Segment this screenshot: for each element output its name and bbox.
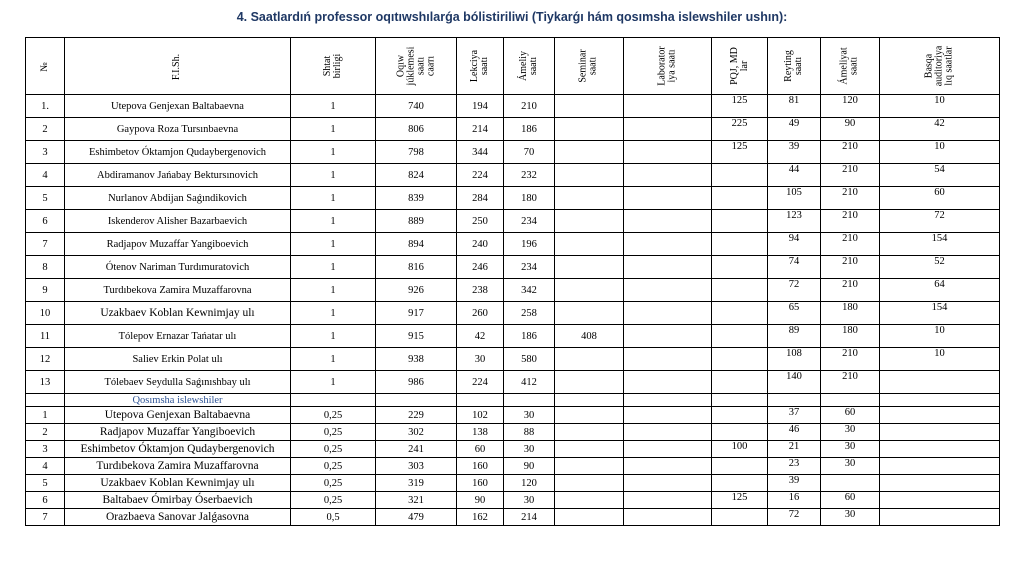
cell-ameliyat: 60 [821, 407, 880, 424]
cell-seminar [555, 348, 624, 371]
cell-reyting: 140 [768, 371, 821, 394]
table-row [26, 210, 1000, 233]
cell-lekciya: 162 [457, 509, 504, 526]
cell-basqa [880, 371, 1000, 394]
table-row [26, 279, 1000, 302]
cell-name: Abdiramanov Jańabay Bektursınovich [65, 164, 291, 187]
cell-name: Turdıbekova Zamira Muzaffarovna [65, 458, 291, 475]
cell-reyting: 123 [768, 210, 821, 233]
cell-ameliyat: 210 [821, 256, 880, 279]
table-row [26, 424, 1000, 441]
cell-name: Radjapov Muzaffar Yangiboevich [65, 233, 291, 256]
header-reyting: Reyting saatı [768, 38, 821, 95]
header-fish: F.I.Sh. [65, 38, 291, 95]
empty-cell [555, 394, 624, 407]
cell-ameliy: 342 [504, 279, 555, 302]
cell-reyting: 37 [768, 407, 821, 424]
table-row [26, 187, 1000, 210]
cell-lekciya: 138 [457, 424, 504, 441]
header-ameliy: Ámeliy saatı [504, 38, 555, 95]
cell-number: 4 [26, 458, 65, 475]
cell-name: Eshimbetov Óktamjon Qudaybergenovich [65, 441, 291, 458]
cell-ameliyat: 210 [821, 210, 880, 233]
cell-ameliyat: 210 [821, 348, 880, 371]
cell-oquw: 824 [376, 164, 457, 187]
cell-seminar [555, 371, 624, 394]
cell-number: 6 [26, 492, 65, 509]
cell-reyting: 89 [768, 325, 821, 348]
cell-lekciya: 224 [457, 164, 504, 187]
cell-seminar [555, 424, 624, 441]
empty-cell [291, 394, 376, 407]
cell-number: 2 [26, 118, 65, 141]
cell-ameliy: 70 [504, 141, 555, 164]
table-row [26, 407, 1000, 424]
cell-reyting: 39 [768, 475, 821, 492]
cell-pqj [712, 458, 768, 475]
cell-oquw: 229 [376, 407, 457, 424]
cell-shtat: 1 [291, 348, 376, 371]
cell-laboratoriya [624, 325, 712, 348]
table-row [26, 492, 1000, 509]
cell-lekciya: 60 [457, 441, 504, 458]
cell-basqa: 72 [880, 210, 1000, 233]
cell-seminar [555, 164, 624, 187]
table-row [26, 302, 1000, 325]
table-row [26, 164, 1000, 187]
cell-seminar [555, 492, 624, 509]
header-oquw: Oqıw júklemesi saatı саатı [376, 38, 457, 95]
cell-number: 7 [26, 509, 65, 526]
cell-seminar [555, 210, 624, 233]
cell-lekciya: 160 [457, 458, 504, 475]
cell-lekciya: 194 [457, 95, 504, 118]
cell-laboratoriya [624, 164, 712, 187]
cell-shtat: 1 [291, 95, 376, 118]
cell-laboratoriya [624, 424, 712, 441]
cell-shtat: 1 [291, 164, 376, 187]
cell-pqj [712, 509, 768, 526]
table-row [26, 509, 1000, 526]
hours-distribution-table [25, 37, 1000, 526]
cell-shtat: 0,25 [291, 441, 376, 458]
cell-ameliy: 186 [504, 325, 555, 348]
cell-name: Utepova Genjexan Baltabaevna [65, 95, 291, 118]
cell-ameliy: 120 [504, 475, 555, 492]
cell-seminar [555, 302, 624, 325]
header-ameliyat: Ámeliyat saatı [821, 38, 880, 95]
cell-laboratoriya [624, 187, 712, 210]
cell-pqj [712, 187, 768, 210]
cell-basqa [880, 458, 1000, 475]
cell-oquw: 319 [376, 475, 457, 492]
cell-pqj: 125 [712, 492, 768, 509]
cell-shtat: 1 [291, 233, 376, 256]
cell-reyting: 49 [768, 118, 821, 141]
cell-name: Uzakbaev Koblan Kewnimjay ulı [65, 302, 291, 325]
cell-reyting: 94 [768, 233, 821, 256]
cell-lekciya: 344 [457, 141, 504, 164]
cell-seminar [555, 441, 624, 458]
header-laboratoriya: Laborator iya saatı [624, 38, 712, 95]
cell-shtat: 1 [291, 371, 376, 394]
cell-ameliy: 30 [504, 492, 555, 509]
cell-name: Tólepov Ernazar Tańatar ulı [65, 325, 291, 348]
table-row [26, 441, 1000, 458]
cell-shtat: 1 [291, 325, 376, 348]
cell-oquw: 915 [376, 325, 457, 348]
cell-name: Saliev Erkin Polat ulı [65, 348, 291, 371]
cell-ameliy: 30 [504, 407, 555, 424]
cell-number: 12 [26, 348, 65, 371]
empty-cell [624, 394, 712, 407]
cell-basqa: 10 [880, 348, 1000, 371]
cell-number: 1 [26, 407, 65, 424]
cell-number: 9 [26, 279, 65, 302]
cell-reyting: 65 [768, 302, 821, 325]
cell-basqa: 60 [880, 187, 1000, 210]
table-row [26, 118, 1000, 141]
cell-lekciya: 284 [457, 187, 504, 210]
cell-basqa [880, 475, 1000, 492]
table-row [26, 475, 1000, 492]
cell-ameliyat: 210 [821, 279, 880, 302]
cell-pqj [712, 279, 768, 302]
cell-lekciya: 160 [457, 475, 504, 492]
cell-reyting: 105 [768, 187, 821, 210]
header-shtat: Shtat birligi [291, 38, 376, 95]
header-number: № [26, 38, 65, 95]
cell-ameliyat: 90 [821, 118, 880, 141]
cell-shtat: 1 [291, 302, 376, 325]
empty-cell [880, 394, 1000, 407]
cell-reyting: 21 [768, 441, 821, 458]
cell-reyting: 39 [768, 141, 821, 164]
cell-basqa [880, 424, 1000, 441]
cell-lekciya: 90 [457, 492, 504, 509]
cell-lekciya: 238 [457, 279, 504, 302]
cell-number: 3 [26, 141, 65, 164]
cell-pqj [712, 256, 768, 279]
cell-reyting: 72 [768, 509, 821, 526]
cell-shtat: 1 [291, 118, 376, 141]
cell-laboratoriya [624, 492, 712, 509]
cell-laboratoriya [624, 371, 712, 394]
cell-ameliyat: 180 [821, 302, 880, 325]
cell-oquw: 894 [376, 233, 457, 256]
cell-reyting: 44 [768, 164, 821, 187]
cell-shtat: 0,5 [291, 509, 376, 526]
cell-name: Eshimbetov Óktamjon Qudaybergenovich [65, 141, 291, 164]
cell-pqj [712, 302, 768, 325]
cell-reyting: 16 [768, 492, 821, 509]
cell-oquw: 302 [376, 424, 457, 441]
cell-name: Turdıbekova Zamira Muzaffarovna [65, 279, 291, 302]
cell-seminar: 408 [555, 325, 624, 348]
table-row [26, 95, 1000, 118]
cell-ameliyat: 30 [821, 458, 880, 475]
cell-pqj [712, 424, 768, 441]
cell-name: Iskenderov Alisher Bazarbaevich [65, 210, 291, 233]
table-row [26, 458, 1000, 475]
cell-laboratoriya [624, 348, 712, 371]
cell-pqj [712, 371, 768, 394]
cell-seminar [555, 407, 624, 424]
empty-cell [821, 394, 880, 407]
cell-ameliy: 234 [504, 210, 555, 233]
cell-laboratoriya [624, 141, 712, 164]
cell-ameliy: 30 [504, 441, 555, 458]
cell-pqj [712, 164, 768, 187]
cell-laboratoriya [624, 475, 712, 492]
cell-seminar [555, 141, 624, 164]
cell-shtat: 0,25 [291, 458, 376, 475]
empty-cell [376, 394, 457, 407]
cell-pqj: 125 [712, 95, 768, 118]
cell-basqa [880, 492, 1000, 509]
cell-basqa: 10 [880, 325, 1000, 348]
cell-name: Gaypova Roza Tursınbaevna [65, 118, 291, 141]
cell-lekciya: 102 [457, 407, 504, 424]
cell-basqa: 10 [880, 95, 1000, 118]
cell-pqj [712, 475, 768, 492]
cell-basqa [880, 407, 1000, 424]
cell-name: Baltabaev Ómirbay Óserbaevich [65, 492, 291, 509]
cell-ameliyat [821, 475, 880, 492]
cell-lekciya: 224 [457, 371, 504, 394]
cell-lekciya: 214 [457, 118, 504, 141]
cell-seminar [555, 475, 624, 492]
cell-ameliyat: 210 [821, 141, 880, 164]
cell-pqj [712, 210, 768, 233]
cell-shtat: 0,25 [291, 407, 376, 424]
table-row [26, 348, 1000, 371]
cell-seminar [555, 279, 624, 302]
cell-lekciya: 240 [457, 233, 504, 256]
qosimsha-label: Qosımsha islewshiler [65, 394, 291, 407]
cell-name: Utepova Genjexan Baltabaevna [65, 407, 291, 424]
empty-cell [768, 394, 821, 407]
header-basqa: Basqa auditoriya lıq saatlar [880, 38, 1000, 95]
cell-name: Radjapov Muzaffar Yangiboevich [65, 424, 291, 441]
cell-laboratoriya [624, 118, 712, 141]
cell-shtat: 1 [291, 210, 376, 233]
cell-seminar [555, 118, 624, 141]
cell-oquw: 241 [376, 441, 457, 458]
cell-ameliyat: 60 [821, 492, 880, 509]
cell-ameliyat: 210 [821, 187, 880, 210]
cell-number: 6 [26, 210, 65, 233]
cell-laboratoriya [624, 95, 712, 118]
cell-seminar [555, 256, 624, 279]
cell-shtat: 0,25 [291, 492, 376, 509]
cell-basqa: 54 [880, 164, 1000, 187]
cell-lekciya: 42 [457, 325, 504, 348]
cell-seminar [555, 233, 624, 256]
cell-basqa: 64 [880, 279, 1000, 302]
cell-shtat: 1 [291, 141, 376, 164]
cell-name: Nurlanov Abdijan Saǵındikovich [65, 187, 291, 210]
cell-number: 5 [26, 187, 65, 210]
cell-ameliyat: 210 [821, 371, 880, 394]
cell-reyting: 72 [768, 279, 821, 302]
cell-lekciya: 30 [457, 348, 504, 371]
cell-ameliyat: 210 [821, 164, 880, 187]
cell-laboratoriya [624, 509, 712, 526]
cell-seminar [555, 187, 624, 210]
header-seminar: Seminar saatı [555, 38, 624, 95]
cell-number: 1. [26, 95, 65, 118]
cell-laboratoriya [624, 210, 712, 233]
empty-cell [712, 394, 768, 407]
cell-reyting: 74 [768, 256, 821, 279]
cell-ameliyat: 30 [821, 509, 880, 526]
cell-lekciya: 260 [457, 302, 504, 325]
cell-name: Uzakbaev Koblan Kewnimjay ulı [65, 475, 291, 492]
cell-name: Orazbaeva Sanovar Jalǵasovna [65, 509, 291, 526]
cell-oquw: 986 [376, 371, 457, 394]
cell-laboratoriya [624, 458, 712, 475]
cell-number: 13 [26, 371, 65, 394]
cell-name: Ótenov Nariman Turdımuratovich [65, 256, 291, 279]
cell-ameliyat: 30 [821, 424, 880, 441]
cell-basqa: 10 [880, 141, 1000, 164]
cell-ameliyat: 180 [821, 325, 880, 348]
cell-basqa [880, 441, 1000, 458]
cell-number: 8 [26, 256, 65, 279]
header-lekciya: Lekciya saatı [457, 38, 504, 95]
table-row [26, 256, 1000, 279]
cell-ameliy: 210 [504, 95, 555, 118]
cell-ameliy: 90 [504, 458, 555, 475]
cell-number: 11 [26, 325, 65, 348]
header-row [26, 38, 1000, 95]
cell-oquw: 806 [376, 118, 457, 141]
cell-basqa: 52 [880, 256, 1000, 279]
page-title: 4. Saatlardıń professor oqıtıwshılarǵa bólistiriliwi (Tiykarǵı hám qosımsha islewshiler ushın): [236, 10, 788, 24]
cell-oquw: 798 [376, 141, 457, 164]
cell-number: 7 [26, 233, 65, 256]
cell-number: 5 [26, 475, 65, 492]
cell-pqj: 225 [712, 118, 768, 141]
cell-lekciya: 250 [457, 210, 504, 233]
header-pqj: PQJ, MD lar [712, 38, 768, 95]
cell-ameliy: 180 [504, 187, 555, 210]
table-row [26, 141, 1000, 164]
cell-laboratoriya [624, 441, 712, 458]
cell-ameliyat: 210 [821, 233, 880, 256]
cell-laboratoriya [624, 233, 712, 256]
cell-ameliy: 186 [504, 118, 555, 141]
cell-oquw: 303 [376, 458, 457, 475]
cell-reyting: 23 [768, 458, 821, 475]
cell-reyting: 81 [768, 95, 821, 118]
cell-basqa [880, 509, 1000, 526]
empty-cell [504, 394, 555, 407]
cell-seminar [555, 95, 624, 118]
cell-pqj: 125 [712, 141, 768, 164]
cell-ameliy: 580 [504, 348, 555, 371]
cell-ameliy: 214 [504, 509, 555, 526]
cell-ameliy: 232 [504, 164, 555, 187]
cell-oquw: 740 [376, 95, 457, 118]
cell-seminar [555, 509, 624, 526]
cell-seminar [555, 458, 624, 475]
cell-laboratoriya [624, 407, 712, 424]
cell-oquw: 816 [376, 256, 457, 279]
table-row [26, 371, 1000, 394]
cell-oquw: 889 [376, 210, 457, 233]
cell-number: 4 [26, 164, 65, 187]
cell-shtat: 1 [291, 256, 376, 279]
cell-number: 10 [26, 302, 65, 325]
cell-pqj: 100 [712, 441, 768, 458]
cell-laboratoriya [624, 302, 712, 325]
cell-pqj [712, 325, 768, 348]
cell-reyting: 108 [768, 348, 821, 371]
cell-basqa: 154 [880, 302, 1000, 325]
cell-lekciya: 246 [457, 256, 504, 279]
cell-name: Tólebaev Seydulla Saǵınıshbay ulı [65, 371, 291, 394]
cell-ameliy: 258 [504, 302, 555, 325]
cell-oquw: 917 [376, 302, 457, 325]
cell-pqj [712, 407, 768, 424]
table-row [26, 233, 1000, 256]
cell-shtat: 0,25 [291, 475, 376, 492]
cell-shtat: 0,25 [291, 424, 376, 441]
empty-cell [26, 394, 65, 407]
cell-oquw: 839 [376, 187, 457, 210]
cell-laboratoriya [624, 256, 712, 279]
cell-laboratoriya [624, 279, 712, 302]
cell-oquw: 938 [376, 348, 457, 371]
cell-number: 2 [26, 424, 65, 441]
qosimsha-row [26, 394, 1000, 407]
table-row [26, 325, 1000, 348]
cell-shtat: 1 [291, 279, 376, 302]
cell-ameliyat: 120 [821, 95, 880, 118]
cell-pqj [712, 348, 768, 371]
cell-basqa: 154 [880, 233, 1000, 256]
cell-pqj [712, 233, 768, 256]
cell-ameliy: 234 [504, 256, 555, 279]
empty-cell [457, 394, 504, 407]
cell-ameliyat: 30 [821, 441, 880, 458]
cell-ameliy: 88 [504, 424, 555, 441]
cell-shtat: 1 [291, 187, 376, 210]
cell-ameliy: 196 [504, 233, 555, 256]
cell-oquw: 321 [376, 492, 457, 509]
cell-oquw: 479 [376, 509, 457, 526]
cell-basqa: 42 [880, 118, 1000, 141]
cell-oquw: 926 [376, 279, 457, 302]
cell-ameliy: 412 [504, 371, 555, 394]
cell-reyting: 46 [768, 424, 821, 441]
cell-number: 3 [26, 441, 65, 458]
